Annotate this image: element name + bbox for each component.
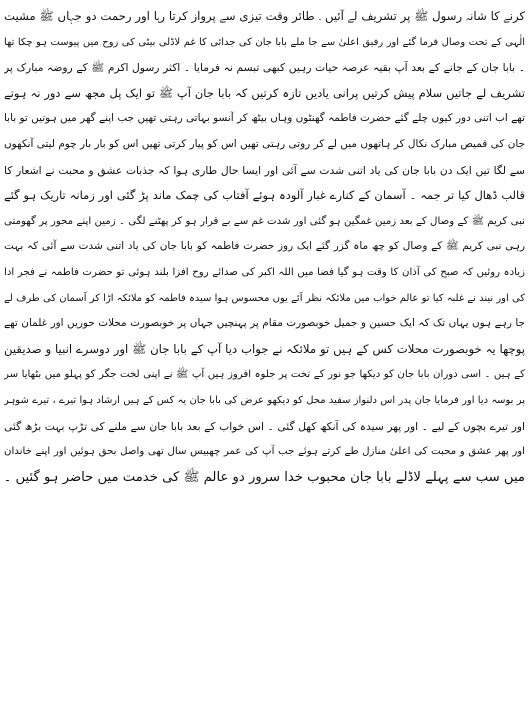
text-line: نبی کریم ﷺ کے وصال کے بعد زمین غمگین ہو گئی اور شدت غم سے بے قرار ہو کر پھٹنے لگی ۔ زمین اپنے محور پر گھومتی — [4, 215, 525, 227]
text-line: جان کی قمیص مبارک نکال کر ہاتھوں میں لے کر روتی رہتی تھیں اس کو پیار کرتی تھیں اس کو بار بار چوم لیتی آنکھوں — [4, 137, 525, 150]
text-line: سے لگا تیں ایک دن بابا جان کی یاد اتنی شدت سے آئی اور ایسا حال طاری ہوا کہ جذبات عشق و محبت نے اشعار کا — [4, 163, 525, 177]
text-line: تشریف لے جاتیں سلام پیش کرتیں پرانی یادیں تازہ کرتیں کہ بابا جان آپ ﷺ تو ایک پل مجھ سے دور نہ ہوتے — [4, 85, 525, 100]
text-line: زیادہ روئیں کہ صبح کی آذان کا وقت ہو گیا فضا میں اللہ اکبر کی صدائے روح افزا بلند ہوئی تو حضرت فاطمہ نے فجر ادا — [4, 266, 525, 278]
text-line: پوچھا یہ خوبصورت محلات کس کے ہیں تو ملائکہ نے جواب دیا آپ کے بابا جان ﷺ اور دوسرے انبیا و صدیقین — [4, 341, 525, 356]
text-line: کے ہیں ۔ اسی دوران بابا جان کو دیکھا جو نور کے تخت پر جلوہ افروز ہیں آپ ﷺ نے اپنی لخت جگر کو پہلو میں بٹھایا سر — [4, 369, 525, 381]
text-line-last: میں سب سے پہلے لاڈلے بابا جان محبوب خدا سرور دو عالم ﷺ کی خدمت میں حاضر ہو گئیں ۔ — [4, 469, 525, 485]
text-line: الٰہی کے تحت وصال فرما گئے اور رفیق اعلیٰ سے جا ملے بابا جان کی جدائی کا غم لاڈلی بیٹی کی روح میں پیوست ہو چکا تھا — [4, 36, 525, 48]
text-line: تھے اب اتنی دور کیوں چلے گئے حضرت فاطمہ گھنٹوں وہاں بیٹھ کر آنسو بہاتی رہتی تھیں جب اپنے گھر میں ہوتیں تو بابا — [4, 112, 525, 125]
text-line: اور پھر عشق و محبت کی اعلیٰ منازل طے کرتے ہوئے جب آپ کی عمر چھبیس سال تھی واصل بحق ہوئیں اور اپنے خاندان — [4, 446, 525, 458]
text-line: قالب ڈھال کیا تر جمہ ۔ آسمان کے کنارے غبار آلودہ ہوئے آفتاب کی چمک ماند پڑ گئی اور زمانہ تاریک ہو گئے — [4, 188, 525, 203]
text-line: ۔ بابا جان کے جانے کے بعد آپ بقیہ عرصہ حیات رہیں کبھی تبسم نہ فرمایا ۔ اکثر رسول اکرم ﷺ کے روضہ مبارک پر — [4, 61, 525, 75]
text-line: کرنے کا شانہ رسول ﷺ پر تشریف لے آئیں ۔ طائر وقت تیزی سے پرواز کرتا رہا اور رحمت دو جہاں ﷺ مشیت — [4, 9, 525, 23]
text-line: جا رہے ہوں یہاں تک کہ ایک حسین و جمیل خوبصورت مقام پر پہنچیں جہاں پر خوبصورت محلات حوریں اور غلمان تھے — [4, 317, 525, 330]
text-line: کی اور نیند نے غلبہ کیا تو عالم خواب میں ملائکہ نظر آئے یوں محسوس ہوا سیدہ فاطمہ کو ملائکہ اڑا کر آسمان کی طرف لے — [4, 292, 525, 304]
text-line: پر بوسہ دیا اور فرمایا جان پدر اس دلنواز سفید محل کو دیکھو عرض کی بابا جان یہ کس کے ہیں ارشاد ہوا تیرے ، تیرے شوہر — [4, 394, 525, 406]
text-line: رہی نبی کریم ﷺ کے وصال کو چھ ماہ گزر گئے ایک روز حضرت فاطمہ کو بابا جان کی یاد اتنی شدت سے آئی کہ بہت — [4, 240, 525, 253]
text-line: اور تیرے بچوں کے لیے ۔ اور پھر سیدہ کی آنکھ کھل گئی ۔ اس خواب کے بعد بابا جان سے ملنے کی تڑپ بہت بڑھ گئی — [4, 419, 525, 433]
document-page — [4, 4, 525, 702]
